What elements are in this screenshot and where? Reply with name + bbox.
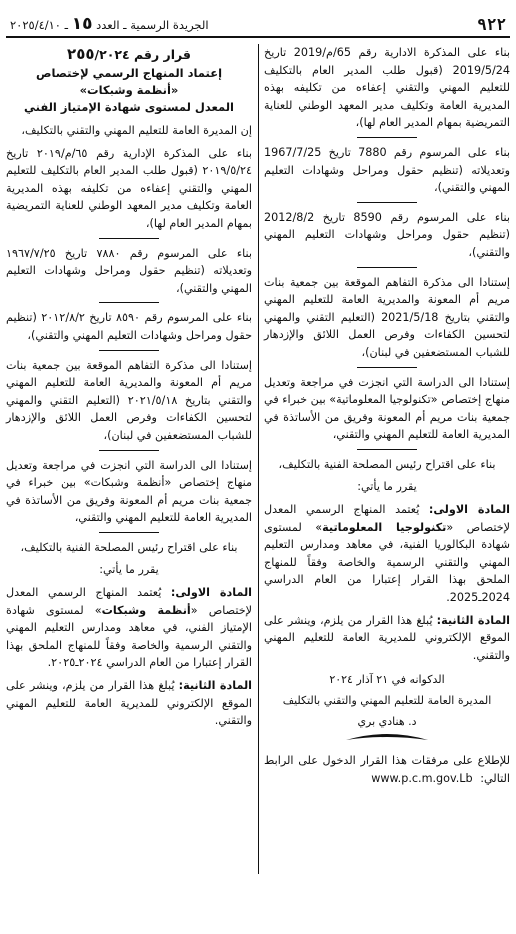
specialty-name: أنظمة وشبكات [101,603,191,617]
separator-swoosh-icon [342,730,432,746]
decision-number: ٢٥٥ [67,45,95,63]
gazette-name: الجريدة الرسمية ـ العدد [96,18,209,32]
decision-subject-line-3: المعدل لمستوى شهادة الإمتياز الفني [24,100,234,114]
article-two-label: المادة الثانية: [436,613,510,627]
recital-proposal: بناء على اقتراح رئيس المصلحة الفنية بالتكليف، [278,457,496,471]
separator [357,137,417,138]
attachments-link[interactable]: www.p.c.m.gov.Lb [371,772,473,785]
two-columns [6,44,510,793]
right-column [264,44,510,793]
signature-date: الدكوانه في ٢١ آذار ٢٠٢٤ [329,673,445,687]
recital-memo: بناء على المذكرة الإدارية رقم ٦٥/م/٢٠١٩ تاريخ ٢٠١٩/٥/٢٤ (قبول طلب المدير العام بالتكليف للتعليم المهني والتقني إعفاءه من تكليفه بهذه المديرية العامة وتكليف مدير المعهد الوطني للعناية التمريضية بمهام المدير العام لها)، [6,146,252,230]
article-one: المادة الاولى: يُعتمد المنهاج الرسمي المعدل لإختصاص «تكنولوجيا المعلوماتية» لمستوى شهادة البكالوريا الفنية، في معاهد ومدارس التعليم المهني والتقني الرسمية والخاصة وفقاً للمنهاج الملحق بهذا القرار إعتبارا من العام الدراسي 2024ـ2025. [264,503,510,605]
separator [357,202,417,203]
article-two: المادة الثانية: يُبلغ هذا القرار من يلزم، وينشر على الموقع الإلكتروني للمديرية العامة للتعليم المهني والتقني. [264,613,510,662]
separator [357,267,417,268]
separator [99,238,159,239]
decision-subject-line-2: «أنظمة وشبكات» [79,83,179,97]
recital-study: إستنادا الى الدراسة التي انجزت في مراجعة وتعديل منهاج إختصاص «تكنولوجيا المعلوماتية» بين خبراء في جمعية بنات مريم أم المعونة وفريق من الأساتذة في المديرية العامة للتعليم المهني والتقني، [264,375,510,442]
issue-date: ـ ٢٠٢٥/٤/١٠ [10,18,69,32]
separator [357,449,417,450]
article-one-label: المادة الاولى: [428,503,510,517]
signatory-office: المديرة العامة للتعليم المهني والتقني بالتكليف [282,694,492,708]
decides-line: يقرر ما يأتي: [357,480,417,494]
issuer-line: إن المديرة العامة للتعليم المهني والتقني بالتكليف، [21,124,252,137]
separator [99,350,159,351]
signatory-name: د. هنادي بري [357,715,417,729]
recital-decree-7880: بناء على المرسوم رقم 7880 تاريخ 1967/7/25 وتعديلاته (تنظيم حقول ومراحل وشهادات التعليم المهني والتقني)، [264,145,511,195]
decision-subject-line-1: إعتماد المنهاج الرسمي لإختصاص [35,66,223,80]
decision-label: قرار رقم [133,47,191,62]
issue-number: ١٥ [71,14,93,34]
decision-title [6,44,252,65]
separator [99,302,159,303]
specialty-name: تكنولوجيا المعلوماتية [322,520,447,534]
article-two: المادة الثانية: يُبلغ هذا القرار من يلزم، وينشر على الموقع الإلكتروني للمديرية العامة للتعليم المهني والتقني. [6,679,252,728]
recital-mou: إستنادا الى مذكرة التفاهم الموقعة بين جمعية بنات مريم أم المعونة والمديرية العامة للتعليم المهني والتقني بتاريخ 2021/5/18 (التعليم التقني والمهني لتحسين الكفاءات وفرص العمل اللائق والإزدهار للشباب المستضعفين في لبنان)، [264,275,510,359]
column-divider [258,44,259,874]
article-one-label: المادة الاولى: [170,586,252,600]
recital-decree-8590: بناء على المرسوم رقم 8590 تاريخ 2012/8/2 (تنظيم حقول ومراحل وشهادات التعليم المهني والتقني)، [264,210,511,259]
recital-mou: إستنادا الى مذكرة التفاهم الموقعة بين جمعية بنات مريم أم المعونة والمديرية العامة للتعليم المهني والتقني بتاريخ ٢٠٢١/٥/١٨ (التعليم التقني والمهني لتحسين الكفاءات وفرص العمل اللائق والإزدهار للشباب المستضعفين في لبنان)، [6,358,252,442]
article-one: المادة الاولى: يُعتمد المنهاج الرسمي المعدل لإختصاص «أنظمة وشبكات» لمستوى شهادة الإمتياز الفني، في معاهد ومدارس التعليم المهني والتقني الرسمية والخاصة وفقاً للمنهاج الملحق بهذا القرار إعتبارا من العام الدراسي ٢٠٢٤ـ٢٠٢٥. [6,586,253,670]
recital-decree-7880: بناء على المرسوم رقم ٧٨٨٠ تاريخ ١٩٦٧/٧/٢٥ وتعديلاته (تنظيم حقول ومراحل وشهادات التعليم المهني والتقني)، [6,246,252,295]
decides-line: يقرر ما يأتي: [99,563,159,577]
page-header [6,8,510,38]
recital-proposal: بناء على اقتراح رئيس المصلحة الفنية بالتكليف، [20,540,238,554]
page-number: ٩٢٢ [477,15,506,34]
recital-decree-8590: بناء على المرسوم رقم ٨٥٩٠ تاريخ ٢٠١٢/٨/٢ (تنظيم حقول ومراحل وشهادات التعليم المهني والتقني)، [6,311,252,342]
attachments-note: للإطلاع على مرفقات هذا القرار الدخول على الرابط التالي: www.p.c.m.gov.Lb [264,752,510,787]
decision-year: /٢٠٢٤ [94,47,130,62]
recital-study: إستنادا الى الدراسة التي انجزت في مراجعة وتعديل منهاج إختصاص «أنظمة وشبكات» بين خبراء في جمعية بنات مريم أم المعونة وفريق من الأساتذة في المديرية العامة للتعليم المهني والتقني، [6,458,252,525]
left-column [6,44,252,793]
recital-memo: بناء على المذكرة الادارية رقم 65/م/2019 تاريخ 2019/5/24 (قبول طلب المدير العام بالتكليف للتعليم المهني والتقني إعفاءه من تكليفه بهذه المديرية العامة وتكليف مدير المعهد الوطني للعناية التمريضية بمهام المدير العام لها)، [264,46,510,130]
running-header [10,14,209,34]
separator [99,532,159,533]
article-two-label: المادة الثانية: [178,679,252,693]
separator [99,450,159,451]
separator [357,367,417,368]
